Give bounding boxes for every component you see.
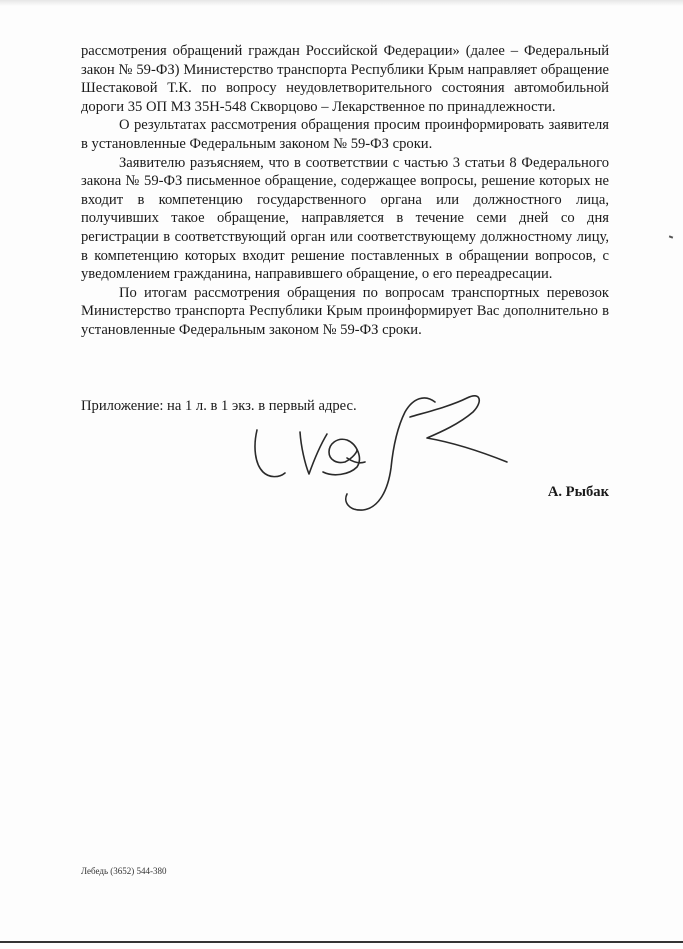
paragraph-3: Заявителю разъясняем, что в соответствии с частью 3 статьи 8 Федерального закона № 59-ФЗ письменное обращение, содержащее вопросы, решение которых не входит в компетенцию государственного органа или должностного лица, получивших такое обращение, направляется в течение семи дней со дня регистрации в соответствующий орган или соответствующему должностному лицу, в компетенцию которых входит решение поставленных в обращении вопросов, с уведомлением гражданина, направившего обращение, о его переадресации.: [81, 154, 609, 283]
paragraph-2: О результатах рассмотрения обращения просим проинформировать заявителя в установленные Федеральным законом № 59-ФЗ сроки.: [81, 117, 609, 152]
paragraph-4: По итогам рассмотрения обращения по вопросам транспортных перевозок Министерство транспорта Республики Крым проинформирует Вас дополнительно в установленные Федеральным законом № 59-ФЗ сроки.: [81, 284, 609, 338]
signer-name: А. Рыбак: [547, 484, 609, 500]
handwritten-signature: [245, 372, 530, 522]
page-bottom-edge: [0, 941, 683, 943]
letter-body: [81, 42, 609, 340]
scan-shadow: [0, 0, 683, 6]
scan-speck: [669, 235, 673, 238]
paragraph-1: рассмотрения обращений граждан Российской Федерации» (далее – Федеральный закон № 59-ФЗ) Министерство транспорта Республики Крым направляет обращение Шестаковой Т.К. по вопросу неудовлетворительного состояния автомобильной дороги 35 ОП МЗ 35Н-548 Скворцово – Лекарственное по принадлежности.: [81, 43, 609, 115]
appendix-note: Приложение: на 1 л. в 1 экз. в первый адрес.: [81, 398, 357, 414]
executor-contact: Лебедь (3652) 544-380: [81, 866, 167, 876]
